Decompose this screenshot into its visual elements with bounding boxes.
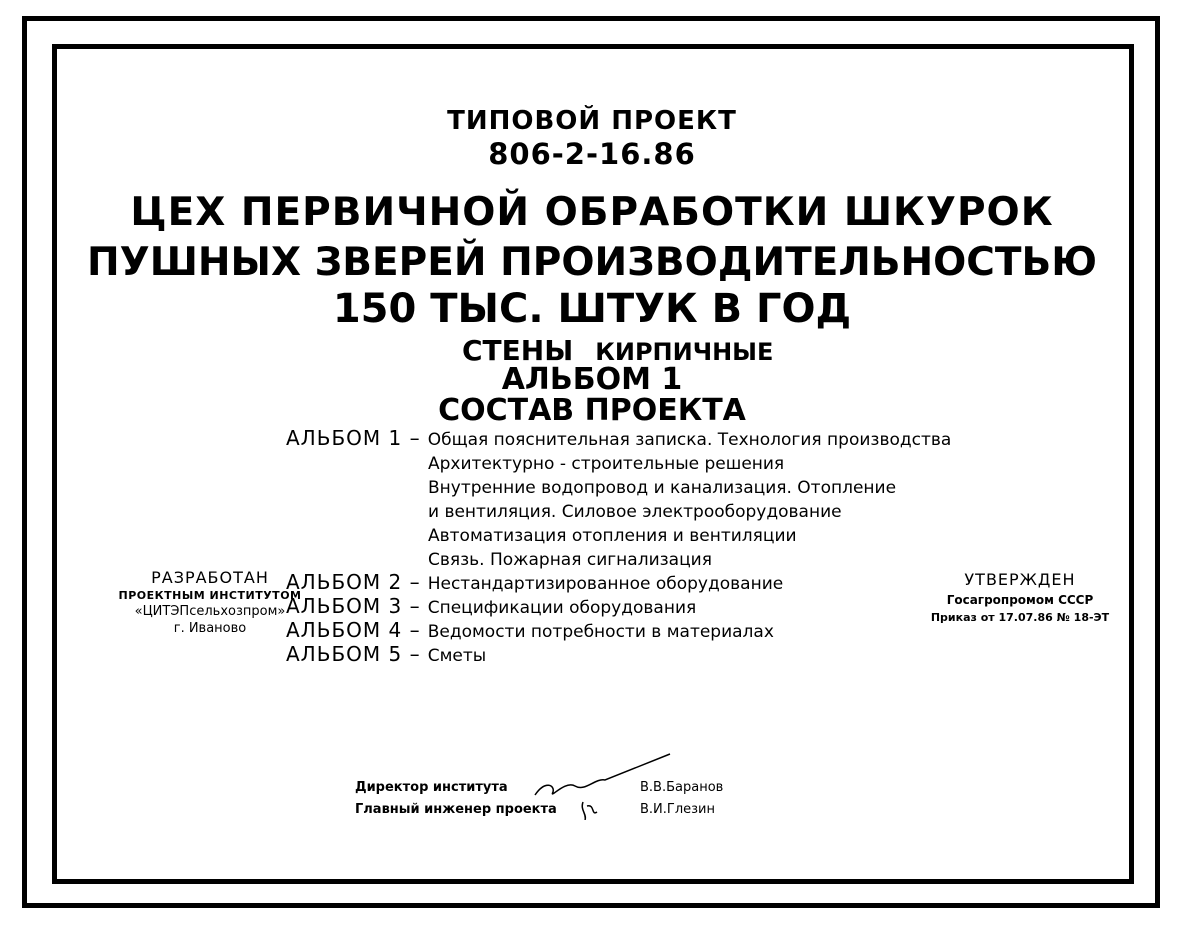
album-description: Нестандартизированное оборудование <box>427 574 784 594</box>
director-signature <box>535 754 670 795</box>
album-row-2 <box>286 570 783 594</box>
engineer-role: Главный инженер проекта <box>355 802 557 817</box>
album-label: АЛЬБОМ 3 – <box>286 594 421 618</box>
album-row-5 <box>286 642 486 666</box>
album-label: АЛЬБОМ 5 – <box>286 642 421 666</box>
developed-title: РАЗРАБОТАН <box>151 568 269 587</box>
album-description: Архитектурно - строительные решения <box>428 454 785 474</box>
album-label: АЛЬБОМ 2 – <box>286 570 421 594</box>
album-label: АЛЬБОМ 1 – <box>286 426 421 450</box>
album-description: Внутренние водопровод и канализация. Отопление <box>428 478 897 498</box>
approved-order: Приказ от 17.07.86 № 18-ЭТ <box>930 611 1110 624</box>
album-description: Ведомости потребности в материалах <box>427 622 774 642</box>
title-line-2: ПУШНЫХ ЗВЕРЕЙ ПРОИЗВОДИТЕЛЬНОСТЬЮ <box>87 240 1097 285</box>
approved-title: УТВЕРЖДЕН <box>964 570 1076 589</box>
project-code: 806-2-16.86 <box>488 137 696 171</box>
album-description: Сметы <box>427 646 487 666</box>
engineer-name: В.И.Глезин <box>640 802 716 817</box>
album-description: Связь. Пожарная сигнализация <box>428 550 712 570</box>
album-label: АЛЬБОМ 4 – <box>286 618 421 642</box>
title-line-3: 150 ТЫС. ШТУК В ГОД <box>332 286 852 332</box>
approved-authority: Госагропромом СССР <box>946 593 1094 607</box>
director-name: В.В.Баранов <box>640 780 724 795</box>
album-heading: АЛЬБОМ 1 <box>501 362 683 397</box>
director-role: Директор института <box>355 780 508 795</box>
album-description: Общая пояснительная записка. Технология производства <box>427 430 952 450</box>
album-description: Спецификации оборудования <box>427 598 697 618</box>
developed-city: г. Иваново <box>173 621 247 636</box>
album-row-1 <box>286 426 951 450</box>
signature-scribbles <box>525 750 685 820</box>
project-type-label: ТИПОВОЙ ПРОЕКТ <box>447 106 737 136</box>
engineer-signature <box>582 802 597 820</box>
album-description: Автоматизация отопления и вентиляции <box>428 526 797 546</box>
title-line-1: ЦЕХ ПЕРВИЧНОЙ ОБРАБОТКИ ШКУРОК <box>130 190 1054 235</box>
walls-word: СТЕНЫ <box>462 334 574 367</box>
developed-organization: «ЦИТЭПсельхозпром» <box>134 604 286 619</box>
developed-by-block <box>60 570 360 639</box>
album-description: и вентиляция. Силовое электрооборудование <box>428 502 842 522</box>
approved-block <box>900 570 1140 624</box>
developed-institute: ПРОЕКТНЫМ ИНСТИТУТОМ <box>118 589 302 602</box>
contents-heading: СОСТАВ ПРОЕКТА <box>438 393 746 428</box>
walls-material: КИРПИЧНЫЕ <box>595 338 774 366</box>
